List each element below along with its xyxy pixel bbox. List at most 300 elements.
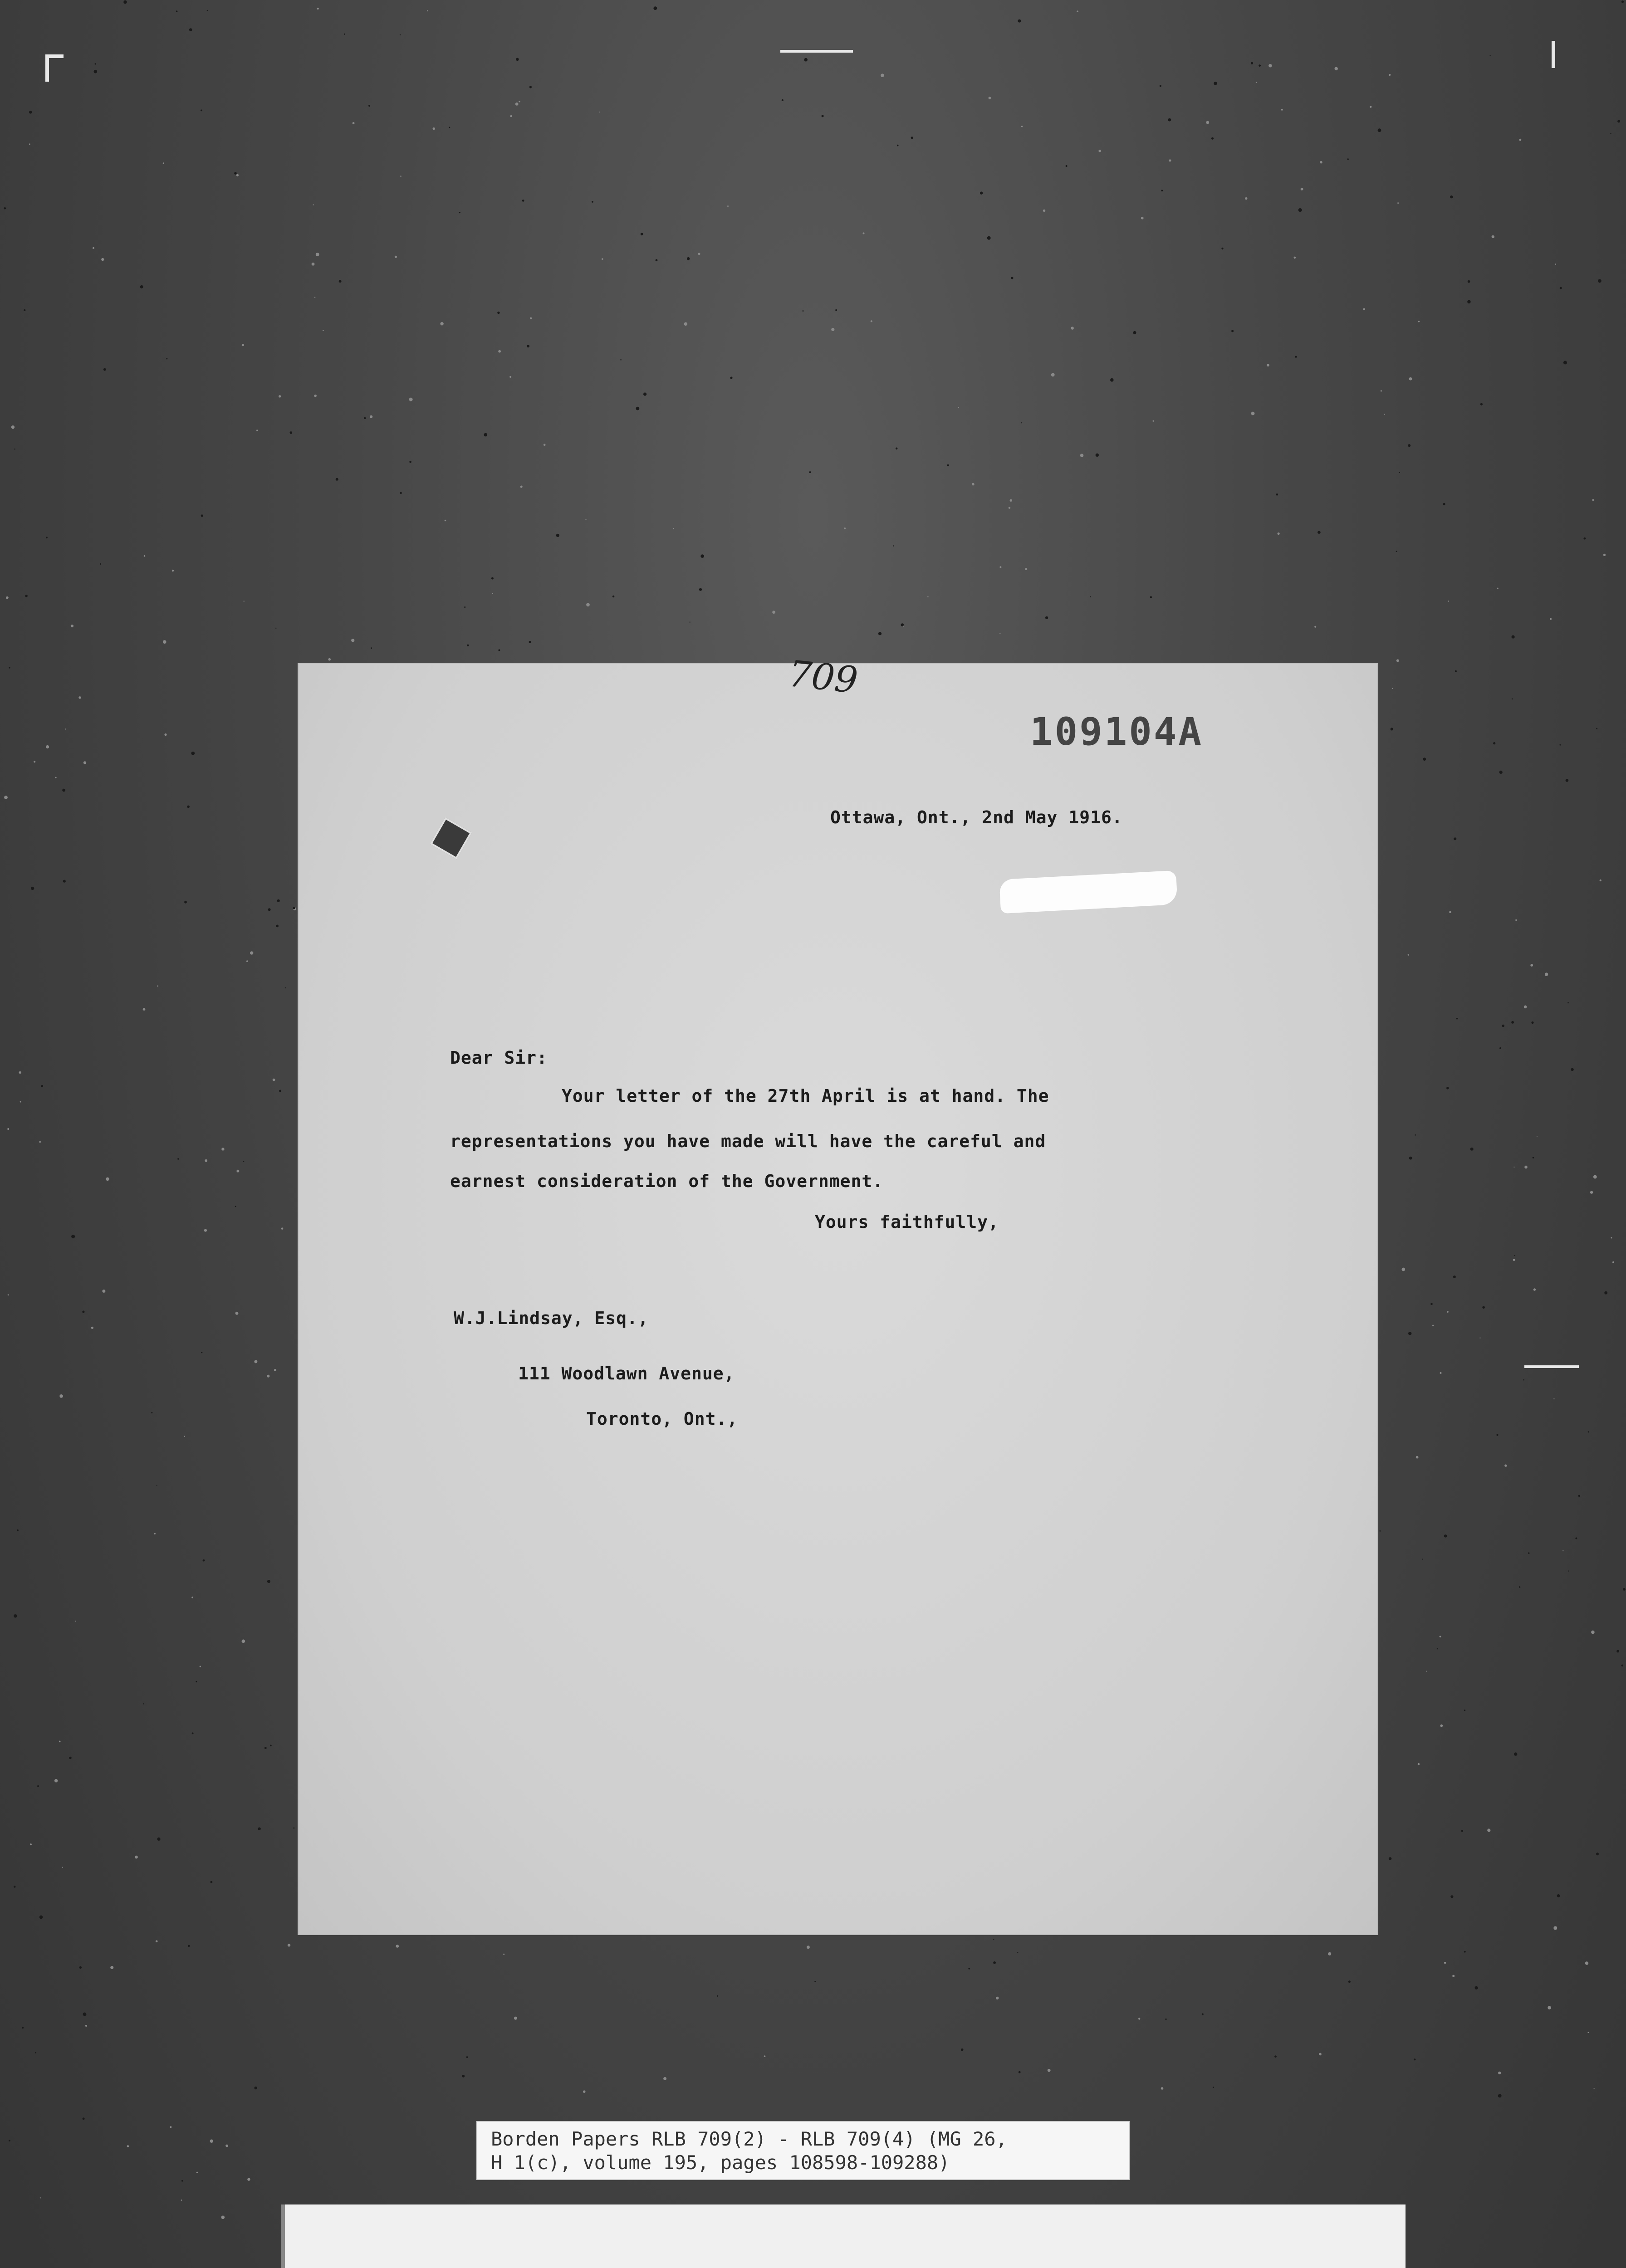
speckle-dot	[203, 1559, 205, 1562]
speckle-dot	[1519, 1586, 1520, 1588]
speckle-dot	[336, 478, 338, 481]
dateline: Ottawa, Ont., 2nd May 1916.	[830, 807, 1123, 827]
speckle-dot	[1467, 300, 1471, 303]
speckle-dot	[1281, 109, 1283, 111]
speckle-dot	[277, 899, 280, 902]
speckle-dot	[996, 1997, 999, 1999]
speckle-dot	[1408, 444, 1411, 447]
speckle-dot	[1396, 551, 1397, 552]
speckle-dot	[809, 471, 811, 473]
speckle-dot	[123, 0, 127, 4]
speckle-dot	[157, 985, 158, 987]
speckle-dot	[1443, 503, 1445, 505]
speckle-dot	[958, 407, 959, 408]
speckle-dot	[514, 2017, 517, 2020]
speckle-dot	[1110, 378, 1114, 382]
speckle-dot	[1513, 1167, 1514, 1168]
speckle-dot	[1537, 1136, 1538, 1137]
address-line-2: 111 Woodlawn Avenue,	[518, 1364, 735, 1383]
speckle-dot	[1498, 2072, 1501, 2074]
speckle-dot	[822, 115, 824, 117]
speckle-dot	[1530, 964, 1533, 967]
speckle-dot	[911, 137, 913, 139]
speckle-dot	[409, 461, 411, 463]
speckle-dot	[246, 960, 248, 962]
speckle-dot	[592, 201, 593, 203]
speckle-dot	[1560, 287, 1562, 289]
speckle-dot	[196, 2172, 198, 2174]
speckle-dot	[1464, 1710, 1465, 1711]
speckle-dot	[166, 358, 167, 359]
speckle-dot	[1066, 165, 1068, 167]
speckle-dot	[427, 10, 428, 12]
speckle-dot	[803, 310, 804, 312]
speckle-dot	[989, 97, 991, 99]
speckle-dot	[1455, 670, 1457, 672]
speckle-dot	[1524, 1166, 1528, 1169]
speckle-dot	[4, 796, 8, 799]
speckle-dot	[395, 256, 397, 258]
speckle-dot	[312, 263, 315, 266]
speckle-dot	[1294, 257, 1296, 259]
speckle-dot	[700, 554, 704, 558]
speckle-dot	[1098, 150, 1101, 152]
speckle-dot	[1301, 188, 1303, 191]
speckle-dot	[151, 1412, 152, 1413]
speckle-dot	[449, 127, 451, 128]
speckle-dot	[163, 162, 164, 164]
speckle-dot	[1604, 1291, 1607, 1295]
speckle-dot	[1575, 1537, 1577, 1539]
speckle-dot	[255, 2087, 257, 2089]
speckle-dot	[31, 887, 34, 890]
speckle-dot	[1274, 2055, 1277, 2058]
speckle-dot	[1617, 120, 1620, 122]
speckle-dot	[673, 528, 674, 529]
speckle-dot	[1206, 121, 1209, 124]
speckle-dot	[279, 395, 281, 397]
speckle-dot	[1335, 67, 1338, 70]
speckle-dot	[181, 2180, 183, 2182]
speckle-dot	[371, 647, 372, 649]
speckle-dot	[191, 752, 195, 755]
letter-page	[299, 652, 1377, 1934]
speckle-dot	[268, 908, 271, 911]
speckle-dot	[1585, 1961, 1588, 1965]
speckle-dot	[1566, 779, 1569, 782]
speckle-dot	[288, 1944, 290, 1946]
speckle-dot	[503, 1954, 504, 1955]
handwritten-file-number: 709	[786, 652, 860, 702]
speckle-dot	[897, 145, 899, 147]
speckle-dot	[1396, 659, 1399, 662]
speckle-dot	[1571, 1068, 1573, 1071]
citation-line-1: Borden Papers RLB 709(2) - RLB 709(4) (MG 26,	[491, 2128, 1007, 2150]
speckle-dot	[46, 745, 49, 748]
speckle-dot	[177, 1158, 179, 1159]
speckle-dot	[102, 1290, 105, 1293]
speckle-dot	[41, 1085, 43, 1087]
speckle-dot	[1588, 2032, 1589, 2033]
speckle-dot	[207, 10, 208, 11]
speckle-dot	[999, 633, 1000, 634]
speckle-dot	[181, 2200, 182, 2201]
speckle-dot	[1497, 588, 1499, 589]
speckle-dot	[1432, 1325, 1434, 1326]
speckle-dot	[1548, 2006, 1551, 2009]
speckle-dot	[1512, 699, 1513, 700]
speckle-dot	[164, 733, 167, 736]
speckle-dot	[364, 417, 366, 419]
speckle-dot	[1600, 880, 1602, 881]
speckle-dot	[987, 236, 991, 240]
speckle-dot	[63, 880, 66, 883]
speckle-dot	[1464, 1951, 1466, 1953]
speckle-dot	[1531, 1022, 1533, 1024]
speckle-dot	[1259, 64, 1261, 67]
speckle-dot	[1080, 454, 1084, 457]
speckle-dot	[1211, 137, 1214, 140]
speckle-dot	[1021, 422, 1022, 423]
speckle-dot	[1048, 2069, 1051, 2072]
speckle-dot	[1221, 248, 1223, 249]
body-line-2: representations you have made will have the careful and	[450, 1131, 1046, 1151]
speckle-dot	[643, 392, 646, 396]
speckle-dot	[1623, 1588, 1626, 1591]
speckle-dot	[176, 10, 178, 12]
speckle-dot	[143, 1703, 144, 1704]
speckle-dot	[1590, 1191, 1593, 1193]
speckle-dot	[20, 1101, 21, 1103]
speckle-dot	[1562, 1550, 1563, 1551]
speckle-dot	[1150, 596, 1152, 598]
speckle-dot	[1588, 1431, 1589, 1432]
speckle-dot	[1448, 601, 1449, 602]
speckle-dot	[273, 1079, 275, 1081]
speckle-dot	[1450, 196, 1453, 198]
speckle-dot	[1524, 1005, 1527, 1008]
speckle-dot	[94, 70, 98, 73]
speckle-dot	[314, 395, 317, 397]
speckle-dot	[293, 907, 295, 909]
speckle-dot	[1025, 568, 1027, 570]
speckle-dot	[1475, 1986, 1478, 1989]
speckle-dot	[462, 2075, 465, 2077]
speckle-dot	[187, 806, 190, 808]
speckle-dot	[1161, 190, 1163, 191]
speckle-dot	[1165, 2019, 1166, 2020]
speckle-dot	[225, 2145, 228, 2147]
speckle-dot	[235, 1206, 236, 1207]
speckle-dot	[1593, 1175, 1597, 1179]
speckle-dot	[1557, 1894, 1560, 1897]
speckle-dot	[1409, 377, 1412, 381]
speckle-dot	[1021, 126, 1023, 127]
speckle-dot	[1567, 1002, 1569, 1003]
speckle-dot	[83, 2117, 85, 2120]
speckle-dot	[1594, 2088, 1595, 2089]
speckle-dot	[491, 577, 494, 580]
speckle-dot	[445, 520, 446, 522]
speckle-dot	[1418, 1763, 1420, 1765]
speckle-dot	[1214, 82, 1217, 85]
speckle-dot	[1555, 264, 1556, 265]
speckle-dot	[782, 99, 784, 101]
speckle-dot	[95, 63, 96, 64]
speckle-dot	[29, 143, 30, 145]
speckle-dot	[1402, 1268, 1406, 1271]
speckle-dot	[143, 1008, 146, 1011]
speckle-dot	[1502, 1025, 1504, 1027]
speckle-dot	[878, 632, 882, 635]
speckle-dot	[59, 1741, 61, 1743]
speckle-dot	[1381, 390, 1382, 391]
speckle-dot	[93, 247, 94, 249]
speckle-dot	[140, 285, 143, 288]
speckle-dot	[947, 464, 949, 466]
speckle-dot	[807, 1945, 810, 1949]
speckle-dot	[698, 253, 700, 255]
speckle-dot	[509, 376, 511, 378]
speckle-dot	[127, 2145, 129, 2147]
speckle-dot	[641, 233, 643, 235]
speckle-dot	[79, 1966, 82, 1969]
speckle-dot	[293, 1828, 294, 1829]
speckle-dot	[191, 1597, 193, 1598]
speckle-dot	[844, 528, 846, 529]
speckle-dot	[1011, 277, 1013, 279]
citation-line-2: H 1(c), volume 195, pages 108598-109288)	[491, 2151, 950, 2174]
speckle-dot	[172, 570, 174, 572]
speckle-dot	[1523, 1379, 1524, 1381]
speckle-dot	[1090, 596, 1091, 597]
speckle-dot	[1610, 133, 1611, 134]
speckle-dot	[1616, 1650, 1619, 1652]
speckle-dot	[156, 1941, 158, 1943]
speckle-dot	[1437, 1648, 1438, 1650]
speckle-dot	[83, 2013, 87, 2016]
speckle-dot	[1138, 2018, 1140, 2019]
speckle-dot	[636, 407, 640, 411]
speckle-dot	[1133, 331, 1136, 334]
speckle-dot	[6, 596, 9, 599]
speckle-dot	[684, 322, 688, 326]
speckle-dot	[254, 1360, 257, 1363]
speckle-dot	[530, 317, 532, 319]
speckle-dot	[19, 1071, 21, 1074]
speckle-dot	[1298, 208, 1302, 212]
speckle-dot	[1480, 403, 1483, 406]
speckle-dot	[544, 444, 546, 446]
speckle-dot	[55, 777, 57, 778]
speckle-dot	[1511, 1021, 1514, 1024]
speckle-dot	[135, 1856, 138, 1859]
speckle-dot	[999, 566, 1001, 568]
registration-mark-top-center	[780, 50, 853, 53]
speckle-dot	[1414, 2058, 1415, 2060]
speckle-dot	[1370, 106, 1371, 108]
speckle-dot	[1251, 412, 1255, 415]
speckle-dot	[961, 2048, 964, 2051]
speckle-dot	[1213, 2087, 1214, 2088]
speckle-dot	[313, 204, 314, 205]
speckle-dot	[1153, 420, 1154, 422]
speckle-dot	[1447, 1311, 1449, 1313]
speckle-dot	[328, 658, 331, 661]
speckle-dot	[234, 172, 237, 175]
speckle-dot	[653, 6, 657, 10]
speckle-dot	[871, 320, 872, 322]
speckle-dot	[1514, 1255, 1515, 1256]
speckle-dot	[656, 259, 658, 261]
speckle-dot	[1018, 20, 1021, 23]
speckle-dot	[211, 1881, 213, 1883]
speckle-dot	[39, 1141, 41, 1143]
speckle-dot	[1440, 1372, 1442, 1374]
speckle-dot	[1418, 321, 1420, 322]
speckle-dot	[1397, 202, 1399, 204]
speckle-dot	[106, 1178, 109, 1181]
speckle-dot	[1596, 728, 1597, 729]
speckle-dot	[1268, 64, 1272, 67]
speckle-dot	[9, 667, 10, 668]
speckle-dot	[8, 1294, 9, 1295]
speckle-dot	[1202, 2014, 1204, 2015]
speckle-dot	[586, 603, 590, 606]
speckle-dot	[1267, 364, 1269, 367]
speckle-dot	[1380, 1530, 1381, 1532]
speckle-dot	[1584, 538, 1586, 540]
speckle-dot	[250, 951, 253, 954]
speckle-dot	[1017, 1952, 1018, 1953]
speckle-dot	[236, 174, 239, 176]
speckle-dot	[1051, 373, 1055, 376]
speckle-dot	[968, 1968, 970, 1970]
speckle-dot	[1314, 626, 1316, 628]
speckle-dot	[498, 649, 500, 651]
speckle-dot	[34, 761, 35, 763]
speckle-dot	[1512, 635, 1515, 639]
speckle-dot	[103, 368, 106, 371]
speckle-dot	[1320, 161, 1322, 164]
speckle-dot	[71, 1235, 75, 1238]
speckle-dot	[459, 212, 460, 213]
speckle-dot	[1295, 356, 1297, 358]
speckle-dot	[1578, 1495, 1580, 1497]
speckle-dot	[144, 555, 146, 557]
speckle-dot	[972, 483, 975, 486]
speckle-dot	[1453, 1276, 1456, 1278]
speckle-dot	[29, 111, 32, 113]
speckle-dot	[275, 628, 276, 629]
speckle-dot	[276, 925, 279, 928]
speckle-dot	[602, 258, 603, 260]
speckle-dot	[1019, 2071, 1021, 2073]
speckle-dot	[243, 1161, 244, 1162]
speckle-dot	[519, 101, 520, 102]
speckle-dot	[69, 1757, 72, 1760]
speckle-dot	[1430, 1303, 1433, 1305]
speckle-dot	[11, 425, 15, 429]
speckle-dot	[110, 1966, 113, 1969]
speckle-dot	[83, 761, 86, 764]
speckle-dot	[75, 1621, 76, 1622]
speckle-dot	[353, 122, 355, 124]
speckle-dot	[317, 8, 319, 10]
speckle-dot	[1317, 531, 1321, 534]
speckle-dot	[54, 1779, 58, 1782]
speckle-dot	[1498, 2094, 1502, 2098]
speckle-dot	[267, 1375, 269, 1378]
speckle-dot	[901, 623, 904, 626]
speckle-dot	[1533, 1157, 1534, 1158]
speckle-dot	[1559, 744, 1561, 746]
body-line-3: earnest consideration of the Government.	[450, 1171, 884, 1191]
speckle-dot	[466, 2056, 468, 2058]
speckle-dot	[527, 345, 529, 347]
speckle-dot	[1591, 1631, 1595, 1634]
speckle-dot	[1598, 279, 1602, 283]
address-line-3: Toronto, Ont.,	[586, 1409, 738, 1429]
speckle-dot	[201, 1352, 202, 1353]
speckle-dot	[101, 258, 104, 261]
speckle-dot	[863, 232, 865, 234]
speckle-dot	[727, 205, 729, 207]
speckle-dot	[1141, 217, 1144, 220]
speckle-dot	[35, 2052, 36, 2053]
speckle-dot	[1347, 158, 1349, 160]
speckle-dot	[196, 1681, 197, 1682]
paper-clip-hole	[430, 817, 472, 860]
speckle-dot	[14, 1886, 15, 1887]
speckle-dot	[258, 1828, 260, 1830]
speckle-dot	[980, 191, 983, 194]
speckle-dot	[1490, 55, 1491, 56]
speckle-dot	[1528, 1552, 1529, 1554]
speckle-dot	[267, 1580, 270, 1583]
speckle-dot	[188, 1945, 190, 1947]
speckle-dot	[585, 519, 586, 520]
speckle-dot	[1452, 1975, 1455, 1977]
registration-mark-right-edge	[1524, 1365, 1579, 1368]
speckle-dot	[274, 1369, 276, 1371]
speckle-dot	[1426, 1671, 1427, 1672]
speckle-dot	[1444, 1962, 1446, 1964]
speckle-dot	[1416, 1456, 1419, 1459]
speckle-dot	[1319, 2053, 1322, 2056]
speckle-dot	[1415, 1134, 1416, 1136]
speckle-dot	[78, 696, 81, 699]
speckle-dot	[1513, 1259, 1515, 1261]
speckle-dot	[1077, 10, 1078, 12]
speckle-dot	[1568, 1570, 1569, 1571]
speckle-dot	[510, 115, 512, 117]
document-number-stamp: 109104A	[1030, 709, 1204, 754]
speckle-dot	[1440, 1636, 1441, 1637]
speckle-dot	[170, 2126, 172, 2128]
speckle-dot	[37, 1785, 39, 1787]
speckle-dot	[201, 110, 202, 112]
speckle-dot	[192, 1732, 194, 1734]
speckle-dot	[221, 1148, 224, 1150]
speckle-dot	[221, 2216, 225, 2219]
speckle-dot	[1440, 1725, 1443, 1727]
salutation: Dear Sir:	[450, 1048, 548, 1068]
registration-mark-top-left-bar	[45, 54, 64, 58]
speckle-dot	[529, 86, 532, 88]
speckle-dot	[285, 987, 286, 988]
registration-mark-top-right	[1552, 41, 1555, 68]
